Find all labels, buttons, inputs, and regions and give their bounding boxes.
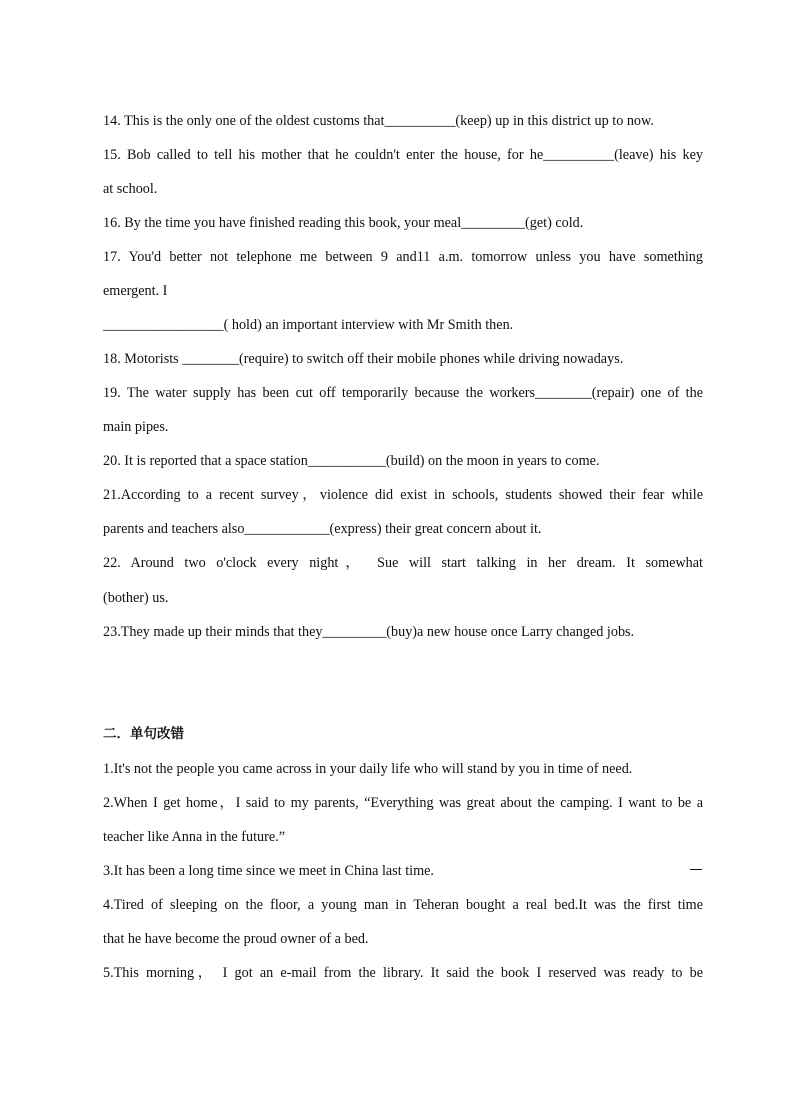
question-19-line-2: main pipes. [103,419,169,435]
question-18-line-1: 18. Motorists ________(require) to switch off their mobile phones while driving nowadays. [103,351,624,367]
question-21-line-1: 21.According to a recent survey，violence did exist in schools, students showed their fear while [103,487,703,503]
correction-4-line-1: 4.Tired of sleeping on the floor, a young man in Teheran bought a real bed.It was the first time [103,897,703,913]
question-15-line-2: at school. [103,181,158,197]
correction-2-line-2: teacher like Anna in the future.” [103,829,285,845]
correction-3-line-1: 3.It has been a long time since we meet in China last time. [103,863,434,879]
section-heading: 二．单句改错 [103,726,184,742]
correction-4-line-2: that he have become the proud owner of a bed. [103,931,369,947]
question-17-line-3: _________________( hold) an important interview with Mr Smith then. [103,317,514,333]
correction-5-line-1: 5.This morning， I got an e-mail from the library. It said the book I reserved was ready to be [103,965,703,981]
correction-1-line-1: 1.It's not the people you came across in your daily life who will stand by you in time of need. [103,761,633,777]
question-19-line-1: 19. The water supply has been cut off temporarily because the workers________(repair) one of the [103,385,703,401]
question-22-line-2: (bother) us. [103,590,169,606]
question-23-line-1: 23.They made up their minds that they_________(buy)a new house once Larry changed jobs. [103,624,635,640]
question-22-line-1: 22. Around two o'clock every night， Sue will start talking in her dream. It somewhat [103,555,703,571]
question-15-line-1: 15. Bob called to tell his mother that he couldn't enter the house, for he__________(leave) his key [103,147,703,163]
question-17-line-1: 17. You'd better not telephone me between 9 and11 a.m. tomorrow unless you have something [103,249,703,265]
trailing-underline-mark [690,868,702,870]
question-14-line-1: 14. This is the only one of the oldest customs that__________(keep) up in this district up to now. [103,113,654,129]
question-21-line-2: parents and teachers also____________(express) their great concern about it. [103,521,542,537]
question-16-line-1: 16. By the time you have finished reading this book, your meal_________(get) cold. [103,215,584,231]
question-17-line-2: emergent. I [103,283,168,299]
correction-2-line-1: 2.When I get home，I said to my parents, “Everything was great about the camping. I want to be a [103,795,703,811]
question-20-line-1: 20. It is reported that a space station___________(build) on the moon in years to come. [103,453,600,469]
